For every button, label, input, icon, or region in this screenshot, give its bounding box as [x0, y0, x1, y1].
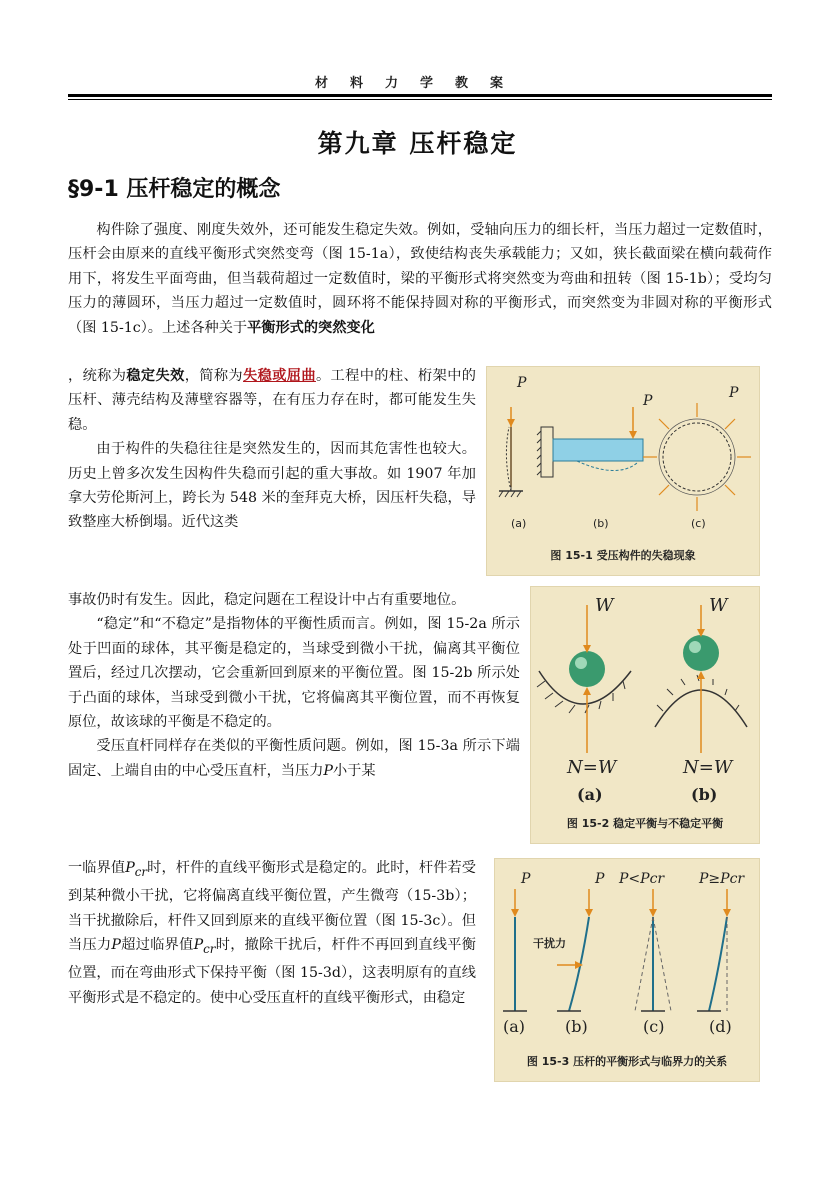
paragraph-intro-continued — [68, 364, 476, 535]
fig1-sub-c: (c) — [691, 517, 706, 530]
fig3-label-p-a: P — [521, 871, 531, 887]
term-sudden-change: 平衡形式的突然变化 — [247, 319, 375, 336]
fig1-label-p-c: P — [729, 385, 739, 401]
chapter-title: 第九章 压杆稳定 — [317, 129, 518, 158]
term-buckling: 失稳或屈曲 — [243, 368, 316, 384]
figure-15-3-caption: 图 15-3 压杆的平衡形式与临界力的关系 — [526, 1055, 728, 1068]
fig3-label-p-b: P — [595, 871, 605, 887]
paragraph-rod-intro: 受压直杆同样存在类似的平衡性质问题。例如，图 15-3a 所示下端固定、上端自由的中心受压直杆，当压力P小于某 — [68, 738, 520, 779]
fig3-label-p-d: P≥Pcr — [699, 871, 745, 887]
section-title: §9-1 压杆稳定的概念 — [68, 177, 281, 202]
fig3-label-p-c: P<Pcr — [619, 871, 665, 887]
figure-15-1 — [486, 366, 760, 576]
paragraph-intro — [68, 218, 772, 340]
pcr-symbol-2: $P_{cr}$ — [193, 937, 216, 956]
header-rule-thin — [68, 99, 772, 100]
paragraph-history: 由于构件的失稳往往是突然发生的，因而其危害性也较大。历史上曾多次发生因构件失稳而引起的重大事故。如 1907 年加拿大劳伦斯河上，跨长为 548 米的奎拜克大桥，因压杆失稳，导致整座大桥倒塌。近代这类 — [68, 441, 476, 531]
text-tail: 。工程中的柱、桁架中的压杆、薄壳结构及薄壁容器等，在有压力存在时，都可能发生失稳。 — [68, 368, 476, 433]
fig2-label-n-a: N=W — [567, 757, 617, 778]
figure-15-3-drawing — [495, 859, 759, 1081]
fig3-sub-d: (d) — [709, 1017, 732, 1036]
figure-15-2-drawing — [531, 587, 759, 843]
fig2-sub-b: (b) — [691, 785, 718, 804]
paragraph-history-end: 事故仍时有发生。因此，稳定问题在工程设计中占有重要地位。 — [68, 592, 466, 608]
fig1-sub-b: (b) — [593, 517, 609, 530]
fig3-sub-b: (b) — [565, 1017, 588, 1036]
fig1-label-p-b: P — [643, 393, 653, 409]
figure-15-2-caption: 图 15-2 稳定平衡与不稳定平衡 — [566, 817, 724, 830]
fig2-label-n-b: N=W — [683, 757, 733, 778]
fig2-label-w-b: W — [709, 595, 728, 616]
term-stability-failure: 稳定失效 — [126, 368, 185, 384]
text-mid1: ，统称为 — [68, 368, 127, 384]
paragraph-critical-load: 一临界值$P_{cr}$时，杆件的直线平衡形式是稳定的。此时，杆件若受到某种微小干扰，它将偏离直线平衡位置，产生微弯（15-3b）；当干扰撤除后，杆件又回到原来的直线平衡位置（图 15-3c）。但当压力P超过临界值$P_{cr}$时，撤除干扰后，杆件不再回到直线平衡位置，而在弯曲形式下保持平衡（图 15-3d），这表明原有的直线平衡形式是不稳定的。使中心受压直杆的直线平衡形式，由稳定 — [68, 860, 476, 1006]
paragraph-stability-meaning — [68, 588, 520, 783]
header-rule-thick — [68, 94, 772, 97]
fig1-label-p-a: P — [517, 375, 527, 391]
paragraph-intro-text: 构件除了强度、刚度失效外，还可能发生稳定失效。例如，受轴向压力的细长杆，当压力超过一定数值时，压杆会由原来的直线平衡形式突然变弯（图 15-1a），致使结构丧失承载能力；又如，狭长截面梁在横向载荷作用下，将发生平面弯曲，但当载荷超过一定数值时，梁的平衡形式将突然变为弯曲和扭转（图 15-1b）；受均匀压力的薄圆环，当压力超过一定数值时，圆环将不能保持圆对称的平衡形式，而突然变为非圆对称的平衡形式（图 15-1c）。上述各种关于 — [68, 222, 772, 336]
fig2-label-w-a: W — [595, 595, 614, 616]
fig1-sub-a: (a) — [511, 517, 527, 530]
fig2-sub-a: (a) — [577, 785, 603, 804]
figure-15-2 — [530, 586, 760, 844]
pcr-symbol: $P_{cr}$ — [125, 860, 148, 879]
fig3-disturb-label: 干扰力 — [533, 937, 566, 950]
text-mid2: ，简称为 — [184, 368, 244, 384]
fig3-sub-a: (a) — [503, 1017, 526, 1036]
page-header-title: 材料力学教案 — [314, 76, 525, 91]
fig3-sub-c: (c) — [643, 1017, 665, 1036]
figure-15-1-caption: 图 15-1 受压构件的失稳现象 — [550, 549, 696, 562]
paragraph-ball-example: “稳定”和“不稳定”是指物体的平衡性质而言。例如，图 15-2a 所示处于凹面的球体，其平衡是稳定的，当球受到微小干扰，偏离其平衡位置后，经过几次摆动，它会重新回到原来的平衡位置。图 15-2b 所示处于凸面的球体，当球受到微小干扰，它将偏离其平衡位置，而不再恢复原位，故该球的平衡是不稳定的。 — [68, 616, 520, 731]
figure-15-3 — [494, 858, 760, 1082]
figure-15-1-drawing — [487, 367, 759, 575]
